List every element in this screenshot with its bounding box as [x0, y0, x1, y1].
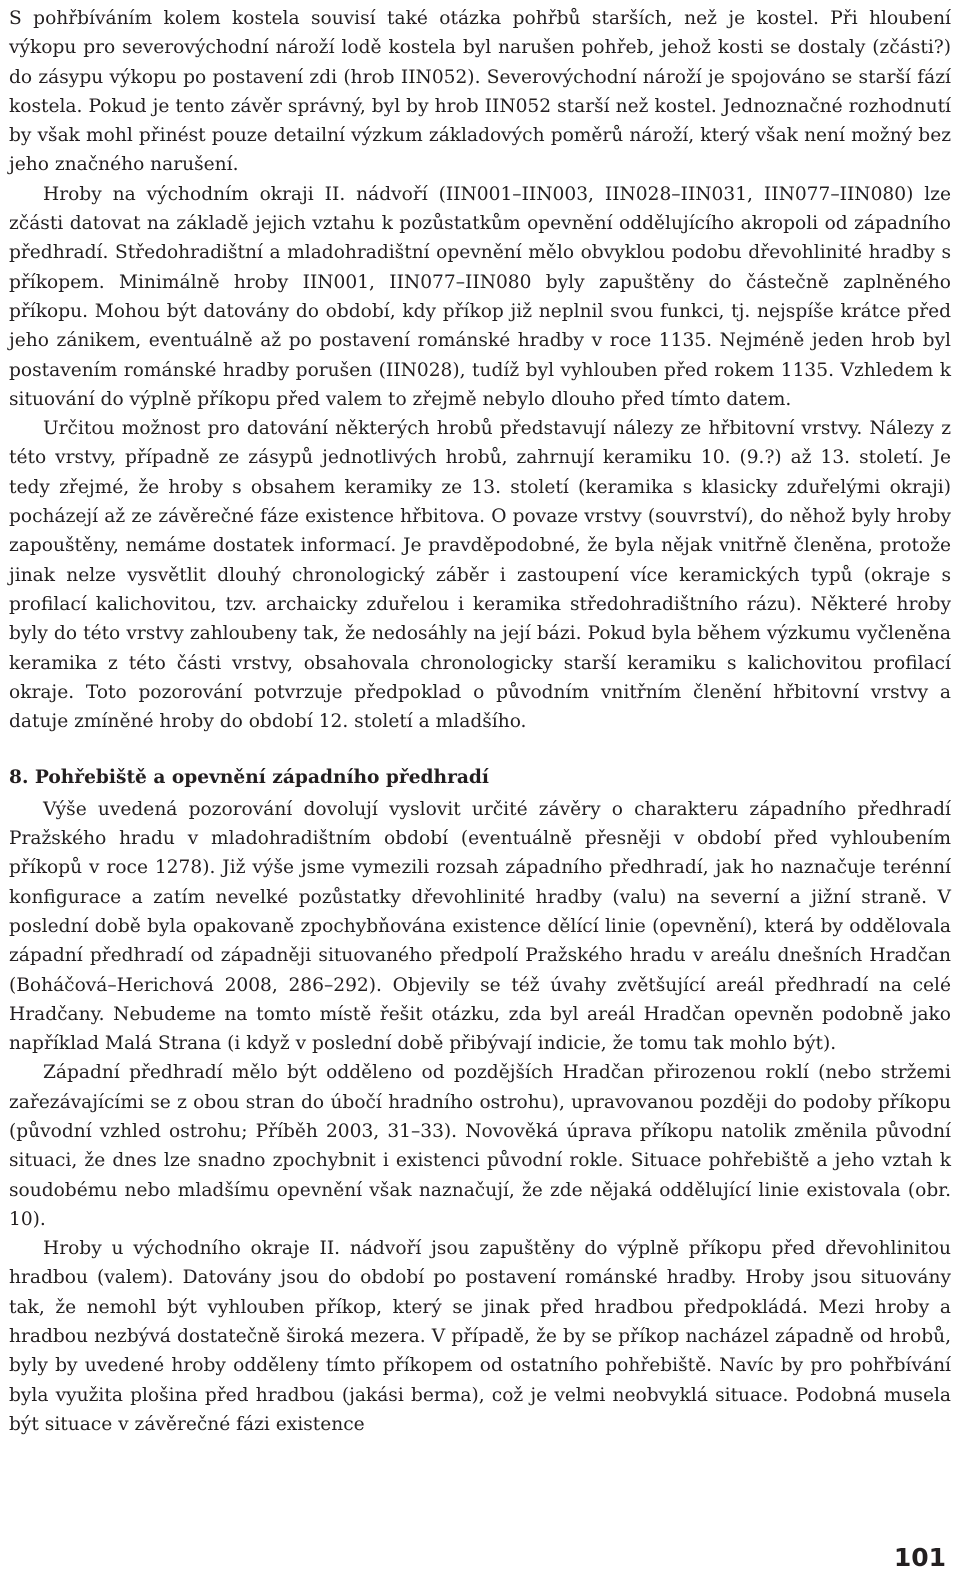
body-text	[9, 4, 951, 1439]
paragraph-3: Určitou možnost pro datování některých hrobů představují nálezy ze hřbitovní vrstvy. Nálezy z této vrstvy, případně ze zásypů jednotlivých hrobů, zahrnují keramiku 10. (9.?) až 13. století. Je tedy zřejmé, že hroby s obsahem keramiky ze 13. století (keramika s klasicky zduřelými okraji) pocházejí až ze závěrečné fáze existence hřbitova. O povaze vrstvy (souvrství), do něhož byly hroby zapouštěny, nemáme dostatek informací. Je pravděpodobné, že byla nějak vnitřně členěna, protože jinak nelze vysvětlit dlouhý chronologický záběr i zastoupení více keramických typů (okraje s profilací kalichovitou, tzv. archaicky zduřelou i keramika středohradištního rázu). Některé hroby byly do této vrstvy zahloubeny tak, že nedosáhly na její bázi. Pokud byla během výzkumu vyčleněna keramika z této části vrstvy, obsahovala chronologicky starší keramiku s kalichovitou profilací okraje. Toto pozorování potvrzuje předpoklad o původním vnitřním členění hřbitovní vrstvy a datuje zmíněné hroby do období 12. století a mladšího.	[9, 418, 951, 733]
page-number: 101	[893, 1543, 946, 1572]
paragraph-1: S pohřbíváním kolem kostela souvisí také otázka pohřbů starších, než je kostel. Při hloubení výkopu pro severovýchodní nároží lodě kostela byl narušen pohřeb, jehož kosti se dostaly (zčásti?) do zásypu výkopu po postavení zdi (hrob IIN052). Severovýchodní nároží je spojováno se starší fází kostela. Pokud je tento závěr správný, byl by hrob IIN052 starší než kostel. Jednoznačné rozhodnutí by však mohl přinést pouze detailní výzkum základových poměrů nároží, který však není možný bez jeho značného narušení.	[9, 8, 951, 176]
section-paragraph-1: Výše uvedená pozorování dovolují vyslovit určité závěry o charakteru západního předhradí Pražského hradu v mladohradištním období (eventuálně přesněji v období před vyhloubením příkopů v roce 1278). Již výše jsme vymezili rozsah západního předhradí, jak ho naznačuje terénní konfigurace a zatím nevelké pozůstatky dřevohlinité hradby (valu) na severní a jižní straně. V poslední době byla opakovaně zpochybňována existence dělící linie (opevnění), která by oddělovala západní předhradí od západněji situovaného předpolí Pražského hradu v areálu dnešních Hradčan (Boháčová–Herichová 2008, 286–292). Objevily se též úvahy zvětšující areál předhradí na celé Hradčany. Nebudeme na tomto místě řešit otázku, zda byl areál Hradčan opevněn podobně jako například Malá Strana (i když v poslední době přibývají indicie, že tomu tak mohlo být).	[9, 798, 951, 1055]
paragraph-2: Hroby na východním okraji II. nádvoří (IIN001–IIN003, IIN028–IIN031, IIN077–IIN080) lze zčásti datovat na základě jejich vztahu k pozůstatkům opevnění oddělujícího akropoli od západního předhradí. Středohradištní a mladohradištní opevnění mělo obvyklou podobu dřevohlinité hradby s příkopem. Minimálně hroby IIN001, IIN077–IIN080 byly zapuštěny do částečně zaplněného příkopu. Mohou být datovány do období, kdy příkop již neplnil svou funkci, tj. nejspíše krátce před jeho zánikem, eventuálně až po postavení románské hradby v roce 1135. Nejméně jeden hrob byl postavením románské hradby porušen (IIN028), tudíž byl vyhlouben před rokem 1135. Vzhledem k situování do výplně příkopu před valem to zřejmě nebylo dlouho před tímto datem.	[9, 183, 951, 410]
section-paragraph-2: Západní předhradí mělo být odděleno od pozdějších Hradčan přirozenou roklí (nebo stržemi zařezávajícími se z obou stran do úbočí hradního ostrohu), upravovanou později do podoby příkopu (původní vzhled ostrohu; Příběh 2003, 31–33). Novověká úprava příkopu natolik změnila původní situaci, že dnes lze snadno zpochybnit i existenci původní rokle. Situace pohřebiště a jeho vztah k soudobému nebo mladšímu opevnění však naznačují, že zde nějaká oddělující linie existovala (obr. 10).	[9, 1062, 951, 1230]
section-paragraph-3: Hroby u východního okraje II. nádvoří jsou zapuštěny do výplně příkopu před dřevohlinitou hradbou (valem). Datovány jsou do období po postavení románské hradby. Hroby jsou situovány tak, že nemohl být vyhlouben příkop, který se jinak před hradbou předpokládá. Mezi hroby a hradbou nezbývá dostatečně široká mezera. V případě, že by se příkop nacházel západně od hrobů, byly by uvedené hroby odděleny tímto příkopem od ostatního pohřebiště. Navíc by pro pohřbívání byla využita plošina před hradbou (jakási berma), což je velmi neobvyklá situace. Podobná musela být situace v závěrečné fázi existence	[9, 1238, 951, 1435]
section-heading: 8. Pohřebiště a opevnění západního předhradí	[9, 767, 489, 789]
